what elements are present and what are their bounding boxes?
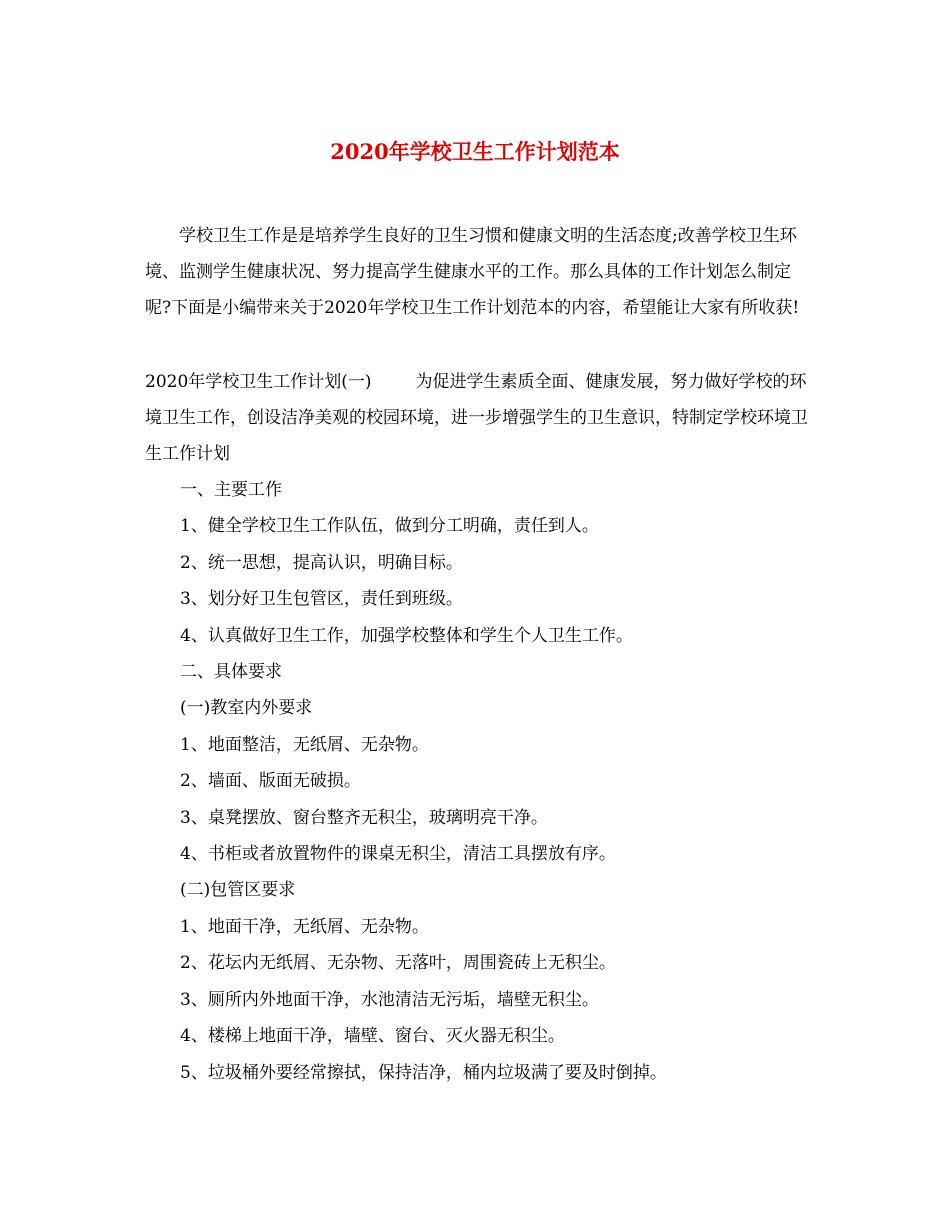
list-item: 二、具体要求 bbox=[180, 662, 282, 683]
list-item: 5、垃圾桶外要经常擦拭，保持洁净，桶内垃圾满了要及时倒掉。 bbox=[180, 1062, 667, 1083]
list-item: 一、主要工作 bbox=[180, 480, 282, 500]
list-item: 4、认真做好卫生工作，加强学校整体和学生个人卫生工作。 bbox=[180, 625, 633, 646]
document-title: 2020年学校卫生工作计划范本 bbox=[330, 139, 620, 164]
section-paragraph bbox=[145, 364, 810, 472]
section-text: 为促进学生素质全面、健康发展，努力做好学校的环境卫生工作，创设洁净美观的校园环境，进一步增强学生的卫生意识，特制定学校环境卫生工作计划 bbox=[145, 372, 808, 464]
list-item: 1、地面整洁，无纸屑、无杂物。 bbox=[180, 734, 429, 755]
list-item: 3、划分好卫生包管区，责任到班级。 bbox=[180, 589, 463, 610]
list-item: 2、统一思想，提高认识，明确目标。 bbox=[180, 552, 463, 573]
list-item: 3、厕所内外地面干净，水池清洁无污垢，墙壁无积尘。 bbox=[180, 989, 599, 1010]
list-item: 4、楼梯上地面干净，墙壁、窗台、灭火器无积尘。 bbox=[180, 1026, 565, 1047]
list-item: 4、书柜或者放置物件的课桌无积尘，清洁工具摆放有序。 bbox=[180, 844, 616, 865]
item-list bbox=[180, 472, 810, 1091]
list-item: (一)教室内外要求 bbox=[180, 698, 313, 719]
list-item: 1、健全学校卫生工作队伍，做到分工明确，责任到人。 bbox=[180, 516, 599, 537]
intro-paragraph: 学校卫生工作是是培养学生良好的卫生习惯和健康文明的生活态度;改善学校卫生环境、监测学生健康状况、努力提高学生健康水平的工作。那么具体的工作计划怎么制定呢?下面是小编带来关于2020年学校卫生工作计划范本的内容，希望能让大家有所收获! bbox=[145, 226, 800, 318]
section-heading: 2020年学校卫生工作计划(一) bbox=[145, 372, 372, 392]
list-item: (二)包管区要求 bbox=[180, 880, 296, 901]
list-item: 2、花坛内无纸屑、无杂物、无落叶，周围瓷砖上无积尘。 bbox=[180, 953, 616, 974]
list-item: 1、地面干净，无纸屑、无杂物。 bbox=[180, 916, 429, 937]
list-item: 3、桌凳摆放、窗台整齐无积尘，玻璃明亮干净。 bbox=[180, 807, 548, 828]
list-item: 2、墙面、版面无破损。 bbox=[180, 771, 361, 792]
